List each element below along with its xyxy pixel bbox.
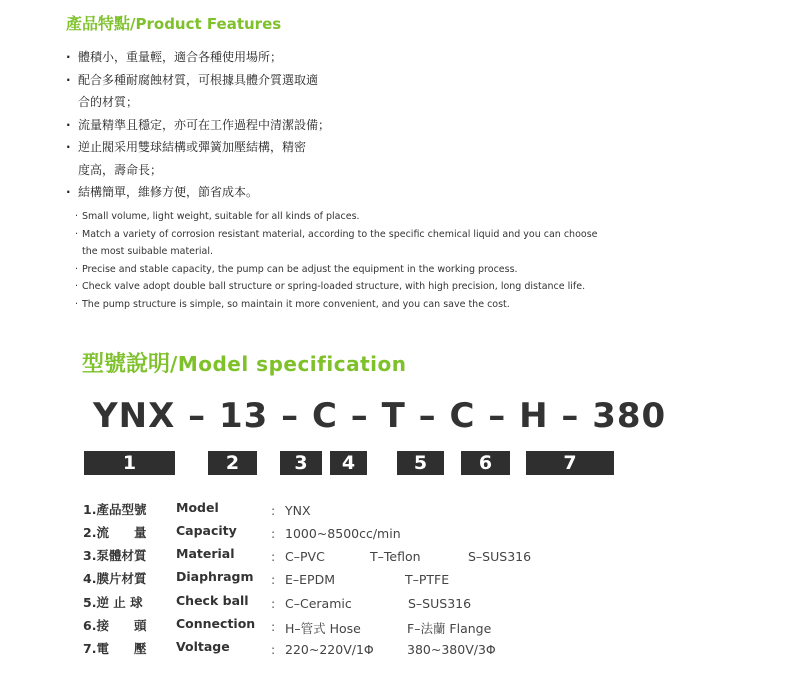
spec-colon: :	[271, 572, 276, 587]
code-segment-box-1: 1	[84, 451, 175, 475]
feature-cn-item-continued: 度高，壽命長；	[78, 162, 163, 177]
spec-colon: :	[271, 549, 276, 564]
spec-value: C–Ceramic	[285, 596, 352, 611]
spec-colon: :	[271, 596, 276, 611]
product-features-title	[66, 11, 281, 34]
feature-cn-item-continued: 合的材質；	[78, 95, 139, 109]
code-segment-box-5: 5	[397, 451, 444, 475]
feature-en-item: · The pump structure is simple, so maintain it more convenient, and you can save the cost.	[75, 296, 715, 314]
product-features-title-cn: 產品特點	[66, 14, 131, 33]
model-code: YNX – 13 – C – T – C – H – 380	[93, 396, 667, 436]
spec-label-en: Diaphragm	[176, 569, 254, 584]
code-segment-box-7: 7	[526, 451, 614, 475]
spec-value: T–PTFE	[405, 572, 450, 587]
feature-en-item: · Small volume, light weight, suitable for all kinds of places.	[75, 208, 715, 226]
spec-value: YNX	[285, 503, 311, 518]
feature-cn-item: · 結構簡單，維修方便，節省成本。	[64, 181, 424, 204]
model-specification-title-en: /Model specification	[170, 352, 407, 376]
feature-cn-item: · 體積小，重量輕，適合各種使用場所；	[64, 46, 424, 69]
spec-value: S–SUS316	[468, 549, 532, 564]
feature-en-item-continued: the most suibable material.	[82, 246, 214, 257]
spec-colon: :	[271, 619, 276, 634]
spec-label-cn: 3.泵體材質	[83, 548, 147, 563]
spec-label-en: Capacity	[176, 523, 237, 538]
spec-colon: :	[271, 642, 276, 657]
spec-colon: :	[271, 503, 276, 518]
spec-label-cn: 1.產品型號	[83, 502, 147, 517]
code-segment-box-6: 6	[461, 451, 510, 475]
spec-label-cn: 2.流 量	[83, 525, 147, 540]
spec-value: F–法蘭 Flange	[407, 621, 492, 636]
spec-label-en: Voltage	[176, 639, 230, 654]
spec-value: 380~380V/3Φ	[407, 642, 496, 657]
spec-label-cn: 7.電 壓	[83, 641, 147, 656]
feature-cn-item: · 逆止閥采用雙球結構或彈簧加壓結構，精密	[64, 136, 424, 159]
spec-value: E–EPDM	[285, 572, 335, 587]
spec-label-en: Model	[176, 500, 219, 515]
feature-cn-item: · 配合多種耐腐蝕材質，可根據具體介質選取適	[64, 69, 424, 92]
spec-label-en: Check ball	[176, 593, 249, 608]
spec-label-en: Material	[176, 546, 235, 561]
spec-label-cn: 4.膜片材質	[83, 571, 147, 586]
spec-value: 220~220V/1Φ	[285, 642, 374, 657]
features-list-chinese	[64, 46, 424, 204]
feature-en-item: · Match a variety of corrosion resistant material, according to the specific chemical liquid and you can choose	[75, 226, 715, 244]
product-features-title-en: /Product Features	[130, 15, 282, 33]
spec-value: H–管式 Hose	[285, 621, 361, 636]
code-segment-box-2: 2	[208, 451, 257, 475]
spec-value: T–Teflon	[370, 549, 421, 564]
code-segment-box-3: 3	[280, 451, 322, 475]
feature-en-item: · Check valve adopt double ball structure or spring-loaded structure, with high precision, long distance life.	[75, 278, 715, 296]
feature-cn-item: · 流量精準且穩定，亦可在工作過程中清潔設備；	[64, 114, 424, 137]
spec-value: 1000~8500cc/min	[285, 526, 401, 541]
spec-value: S–SUS316	[408, 596, 472, 611]
spec-label-en: Connection	[176, 616, 256, 631]
feature-en-item: · Precise and stable capacity, the pump can be adjust the equipment in the working process.	[75, 261, 715, 279]
spec-colon: :	[271, 526, 276, 541]
spec-label-cn: 5.逆 止 球	[83, 595, 143, 610]
model-specification-title-cn: 型號說明	[82, 352, 171, 377]
features-list-english	[75, 208, 715, 313]
model-specification-title	[82, 347, 406, 378]
code-segment-box-4: 4	[330, 451, 367, 475]
spec-label-cn: 6.接 頭	[83, 618, 147, 633]
spec-value: C–PVC	[285, 549, 325, 564]
